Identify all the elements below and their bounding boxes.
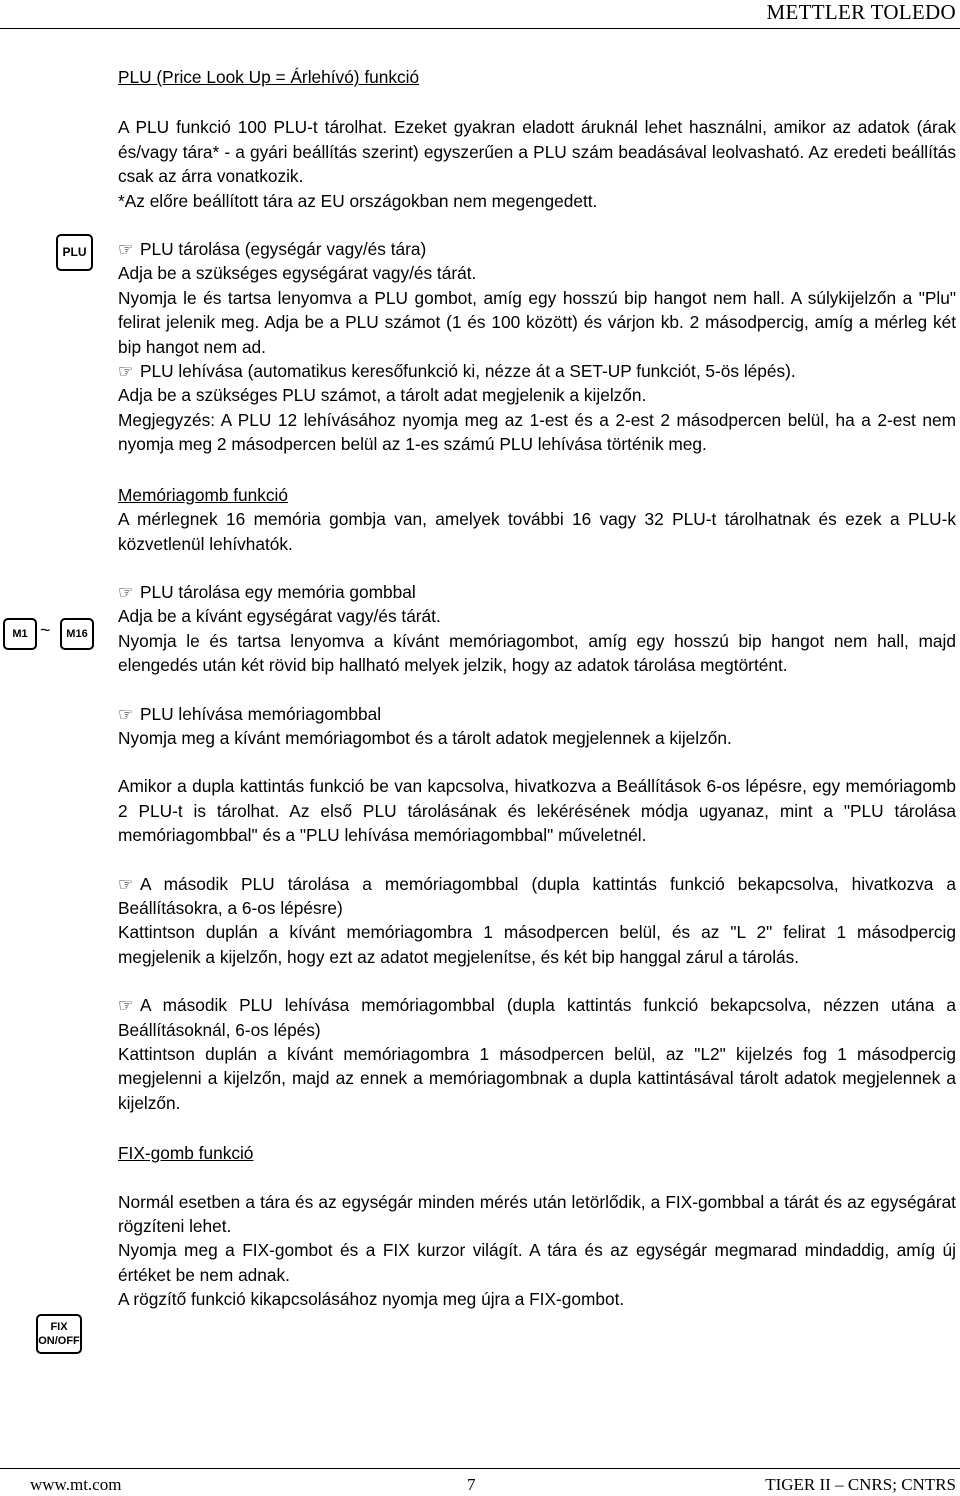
page-footer xyxy=(0,1460,960,1496)
footer-model: TIGER II – CNRS; CNTRS xyxy=(765,1475,956,1494)
fix-p3: A rögzítő funkció kikapcsolásához nyomja meg újra a FIX-gombot. xyxy=(118,1289,625,1310)
plu-store-heading: ☞ PLU tárolása (egységár vagy/és tára) xyxy=(118,237,956,261)
second-recall-heading: ☞ A második PLU lehívása memóriagombbal (dupla kattintás funkció bekapcsolva, nézzen utána a Beállításoknál, 6-os lépés) xyxy=(118,995,956,1040)
memory-store-heading: ☞ PLU tárolása egy memória gombbal xyxy=(118,580,956,604)
section-title-fix: FIX-gomb funkció xyxy=(118,1143,254,1164)
memory-recall-step1: Nyomja meg a kívánt memóriagombot és a tárolt adatok megjelennek a kijelzőn. xyxy=(118,727,732,748)
memory-recall-heading: ☞ PLU lehívása memóriagombbal xyxy=(118,702,956,726)
section-title-plu: PLU (Price Look Up = Árlehívó) funkció xyxy=(118,67,420,87)
double-click-info: Amikor a dupla kattintás funkció be van kapcsolva, hivatkozva a Beállítások 6-os lépésre, egy memóriagomb 2 PLU-t is tárolhat. Az első PLU tárolásának és lekérésének módja ugyanaz, mint a "PLU tárolása memóriagombbal" és a "PLU lehívása memóriagombbal" műveletnél. xyxy=(118,776,956,846)
pointing-hand-icon: ☞ xyxy=(118,239,134,260)
fix-key-label: FIX xyxy=(50,1321,68,1333)
fix-p2: Nyomja meg a FIX-gombot és a FIX kurzor világít. A tára és az egységár megmarad mindaddig, amíg új értéket be nem adnak. xyxy=(118,1240,956,1285)
pointing-hand-icon: ☞ xyxy=(118,581,134,602)
footer-rule xyxy=(0,1468,960,1469)
plu-intro: A PLU funkció 100 PLU-t tárolhat. Ezeket gyakran eladott áruknál lehet használni, amikor az adatok (árak és/vagy tára* - a gyári beállítás szerint) egyszerűen a PLU szám beadásával leolvasható. Az eredeti beállítás csak az árra vonatkozik. xyxy=(118,117,956,187)
page-number: 7 xyxy=(467,1475,476,1494)
section-title-memory: Memóriagomb funkció xyxy=(118,484,289,505)
page-content xyxy=(118,65,956,1312)
memory-store-step2: Nyomja le és tartsa lenyomva a kívánt memóriagombot, amíg egy hosszú bip hangot nem hall, majd elengedés után két rövid bip hallható melyek jelzik, hogy az adatok tárolása megtörtént. xyxy=(118,630,956,676)
range-tilde: ~ xyxy=(40,620,51,640)
plu-tare-note: *Az előre beállított tára az EU országokban nem megengedett. xyxy=(118,190,598,211)
plu-recall-step1: Adja be a szükséges PLU számot, a tárolt adat megjelenik a kijelzőn. xyxy=(118,385,647,406)
pointing-hand-icon: ☞ xyxy=(118,995,134,1016)
plu-store-step1: Adja be a szükséges egységárat vagy/és tárát. xyxy=(118,263,477,284)
plu-store-step2: Nyomja le és tartsa lenyomva a PLU gombot, amíg egy hosszú bip hangot nem hall. A súlykijelzőn a "Plu" felirat jelenik meg. Adja be a PLU számot (1 és 100 között) és várjon kb. 2 másodpercig, amíg a mérleg két bip hangot nem ad. xyxy=(118,287,956,357)
fix-p1: Normál esetben a tára és az egységár minden mérés után letörlődik, a FIX-gombbal a tárát és az egységárat rögzíteni lehet. xyxy=(118,1191,956,1237)
header-rule xyxy=(0,28,960,29)
plu-key-icon: PLU xyxy=(56,234,93,271)
header-brand: METTLER TOLEDO xyxy=(766,0,956,24)
pointing-hand-icon: ☞ xyxy=(118,361,134,382)
fix-key-icon xyxy=(36,1314,82,1354)
pointing-hand-icon: ☞ xyxy=(118,703,134,724)
second-store-heading: ☞ A második PLU tárolása a memóriagombbal (dupla kattintás funkció bekapcsolva, hivatkozva a Beállításokra, a 6-os lépésre) xyxy=(118,873,956,918)
page-header xyxy=(0,0,960,30)
plu-recall-note: Megjegyzés: A PLU 12 lehívásához nyomja meg az 1-est és a 2-est 2 másodpercen belül, ha a 2-est nem nyomja meg 2 másodpercen belül az 1-es számú PLU lehívása történik meg. xyxy=(118,409,956,455)
plu-recall-heading: ☞ PLU lehívása (automatikus keresőfunkció ki, nézze át a SET-UP funkciót, 5-ös lépés). xyxy=(118,359,956,383)
memory-intro: A mérlegnek 16 memória gombja van, amelyek további 16 vagy 32 PLU-t tárolhatnak és ezek a PLU-k közvetlenül lehívhatók. xyxy=(118,509,956,554)
pointing-hand-icon: ☞ xyxy=(118,873,134,894)
second-recall-step1: Kattintson duplán a kívánt memóriagombra 1 másodpercen belül, az "L2" kijelzés fog 1 másodpercig megjelenni a kijelzőn, majd az ennek a memóriagombnak a dupla kattintásával tárolt adatok megjelennek a kijelzőn. xyxy=(118,1044,956,1113)
footer-website: www.mt.com xyxy=(30,1475,122,1494)
fix-key-sublabel: ON/OFF xyxy=(38,1335,80,1347)
m1-key-icon: M1 xyxy=(3,618,37,650)
memory-store-step1: Adja be a kívánt egységárat vagy/és tárát. xyxy=(118,606,441,627)
second-store-step1: Kattintson duplán a kívánt memóriagombra 1 másodpercen belül, és az "L 2" felirat 1 másodpercig megjelenik a kijelzőn, hogy ezt az adatot megjelenítse, és két bip hanggal zárul a tárolás. xyxy=(118,922,956,967)
m16-key-icon: M16 xyxy=(60,618,94,650)
